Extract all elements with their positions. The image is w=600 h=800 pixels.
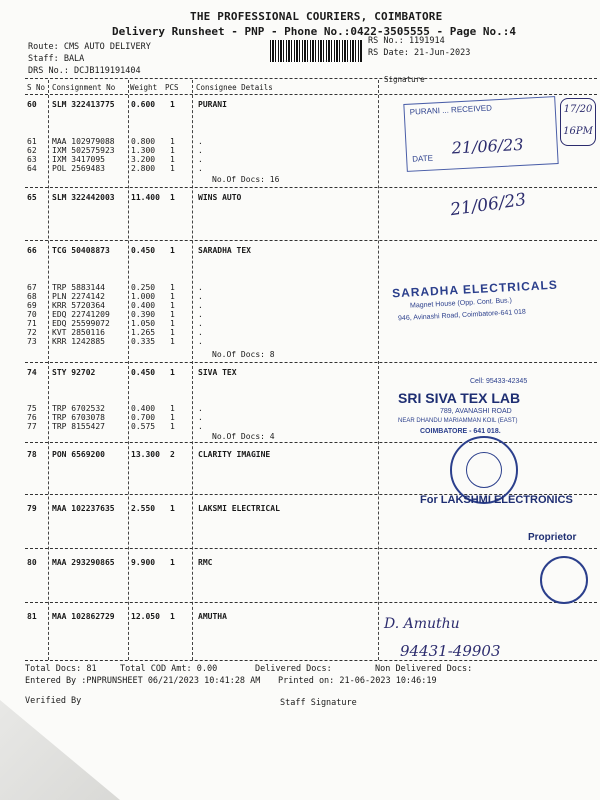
row-sno: 79 (27, 504, 37, 513)
amutha-signature: D. Amuthu (384, 616, 460, 632)
row-consignment: MAA 102979088 (52, 137, 115, 146)
row-sno: 78 (27, 450, 37, 459)
wins-auto-signature: 21/06/23 (448, 189, 528, 221)
siva-stamp-phone: Cell: 95433-42345 (470, 378, 528, 385)
row-weight: 2.550 (131, 504, 156, 513)
route-label: Route: CMS AUTO DELIVERY (28, 42, 151, 52)
row-consignee: . (198, 155, 203, 164)
seal-inner-ring (466, 452, 502, 488)
stamp-date-label: DATE (411, 153, 434, 164)
row-pcs: 1 (170, 155, 175, 164)
row-weight: 0.450 (131, 368, 156, 377)
row-weight: 2.800 (131, 164, 156, 173)
table-top-rule (25, 78, 597, 79)
siva-stamp-address: NEAR DHANDU MARIAMMAN KOIL (EAST) (398, 418, 518, 424)
siva-stamp-address: COIMBATORE - 641 018. (420, 428, 501, 435)
row-sno: 67 (27, 283, 37, 292)
row-pcs: 1 (170, 404, 175, 413)
group-separator (25, 548, 597, 549)
row-sno: 75 (27, 404, 37, 413)
row-consignment: IXM 502575923 (52, 146, 115, 155)
row-weight: 1.050 (131, 319, 156, 328)
row-sno: 73 (27, 337, 37, 346)
row-weight: 0.575 (131, 422, 156, 431)
row-consignment: MAA 102862729 (52, 612, 115, 621)
row-weight: 0.400 (131, 301, 156, 310)
row-consignee: . (198, 413, 203, 422)
group-separator (25, 362, 597, 363)
docs-count-note: No.Of Docs: 8 (212, 350, 275, 359)
purani-received-stamp (403, 96, 558, 172)
docs-count-note: No.Of Docs: 4 (212, 432, 275, 441)
total-docs: Total Docs: 81 (25, 664, 97, 674)
row-consignment: POL 2569483 (52, 164, 105, 173)
row-consignee: . (198, 319, 203, 328)
stamp-text: PURANI ... RECEIVED (409, 103, 493, 117)
row-pcs: 1 (170, 193, 175, 202)
row-consignment: EDQ 22741209 (52, 310, 110, 319)
siva-stamp-name: SRI SIVA TEX LAB (398, 390, 521, 406)
printed-on: Printed on: 21-06-2023 10:46:19 (278, 676, 437, 686)
group-separator (25, 187, 597, 188)
siva-stamp-address: 789, AVANASHI ROAD (440, 408, 512, 415)
row-weight: 0.335 (131, 337, 156, 346)
row-pcs: 1 (170, 137, 175, 146)
row-sno: 60 (27, 100, 37, 109)
row-consignee: LAKSMI ELECTRICAL (198, 504, 280, 513)
entered-by: Entered By :PNPRUNSHEET 06/21/2023 10:41:28 AM (25, 676, 261, 686)
row-pcs: 1 (170, 283, 175, 292)
row-pcs: 1 (170, 310, 175, 319)
row-sno: 68 (27, 292, 37, 301)
row-pcs: 1 (170, 422, 175, 431)
row-pcs: 1 (170, 504, 175, 513)
col-header-signature: Signature (384, 75, 425, 84)
saradha-stamp-address: Magnet House (Opp. Cont. Bus.) (409, 297, 513, 310)
row-pcs: 1 (170, 246, 175, 255)
row-consignment: MAA 293290865 (52, 558, 115, 567)
group-separator (25, 240, 597, 241)
row-sno: 77 (27, 422, 37, 431)
row-consignee: . (198, 310, 203, 319)
row-weight: 0.700 (131, 413, 156, 422)
row-consignment: SLM 322413775 (52, 100, 115, 109)
runsheet-subtitle: Delivery Runsheet - PNP - Phone No.:0422-3505555 - Page No.:4 (112, 25, 516, 38)
row-weight: 0.250 (131, 283, 156, 292)
row-sno: 81 (27, 612, 37, 621)
verified-by: Verified By (25, 696, 82, 706)
row-pcs: 1 (170, 146, 175, 155)
group-separator (25, 442, 597, 443)
row-sno: 72 (27, 328, 37, 337)
row-weight: 1.300 (131, 146, 156, 155)
row-weight: 1.265 (131, 328, 156, 337)
rs-number: RS No.: 1191914 (368, 36, 445, 46)
handwritten-date: 21/06/23 (451, 134, 524, 158)
row-sno: 80 (27, 558, 37, 567)
row-consignment: PON 6569200 (52, 450, 105, 459)
row-consignee: . (198, 404, 203, 413)
row-weight: 12.050 (131, 612, 160, 621)
col-divider-consignment (128, 80, 129, 660)
row-consignee: PURANI (198, 100, 227, 109)
row-pcs: 1 (170, 100, 175, 109)
col-header-consignment: Consignment No (52, 83, 116, 92)
row-weight: 0.800 (131, 137, 156, 146)
docs-count-note: No.Of Docs: 16 (212, 175, 280, 184)
row-consignment: TCG 50408873 (52, 246, 110, 255)
saradha-stamp-address: 946, Avinashi Road, Coimbatore-641 018 (397, 308, 527, 323)
row-consignment: KVT 2850116 (52, 328, 105, 337)
row-consignee: . (198, 146, 203, 155)
drs-number: DRS No.: DCJB119191404 (28, 66, 141, 76)
staff-signature: Staff Signature (280, 698, 357, 708)
company-title: THE PROFESSIONAL COURIERS, COIMBATORE (190, 10, 443, 23)
row-pcs: 1 (170, 301, 175, 310)
row-consignment: KRR 5720364 (52, 301, 105, 310)
col-header-consignee: Consignee Details (196, 83, 273, 92)
row-consignment: MAA 102237635 (52, 504, 115, 513)
row-sno: 64 (27, 164, 37, 173)
delivered-docs: Delivered Docs: (255, 664, 332, 674)
row-consignee: CLARITY IMAGINE (198, 450, 271, 459)
row-weight: 13.300 (131, 450, 160, 459)
row-consignment: SLM 322442003 (52, 193, 115, 202)
row-sno: 61 (27, 137, 37, 146)
row-pcs: 2 (170, 450, 175, 459)
row-consignment: STY 92702 (52, 368, 96, 377)
barcode (270, 40, 362, 62)
row-consignee: . (198, 422, 203, 431)
row-weight: 9.900 (131, 558, 156, 567)
row-pcs: 1 (170, 319, 175, 328)
row-pcs: 1 (170, 368, 175, 377)
row-consignee: . (198, 292, 203, 301)
page-fold (0, 700, 120, 800)
row-consignment: TRP 8155427 (52, 422, 105, 431)
row-consignment: TRP 6703078 (52, 413, 105, 422)
row-consignee: AMUTHA (198, 612, 227, 621)
row-consignee: . (198, 301, 203, 310)
rmc-seal (540, 556, 588, 604)
row-sno: 74 (27, 368, 37, 377)
rs-date: RS Date: 21-Jun-2023 (368, 48, 471, 58)
row-consignment: TRP 5883144 (52, 283, 105, 292)
row-sno: 66 (27, 246, 37, 255)
handwritten-time-box: 17/20 16PM (560, 98, 596, 146)
col-divider-consignee (378, 80, 379, 660)
row-weight: 0.400 (131, 404, 156, 413)
row-sno: 63 (27, 155, 37, 164)
row-sno: 76 (27, 413, 37, 422)
total-cod: Total COD Amt: 0.00 (120, 664, 218, 674)
row-consignee: . (198, 164, 203, 173)
row-pcs: 1 (170, 328, 175, 337)
row-weight: 1.000 (131, 292, 156, 301)
row-sno: 70 (27, 310, 37, 319)
amutha-phone: 94431-49903 (400, 642, 501, 660)
row-weight: 11.400 (131, 193, 160, 202)
row-consignee: SARADHA TEX (198, 246, 251, 255)
saradha-stamp-name: SARADHA ELECTRICALS (391, 277, 559, 301)
proprietor-label: Proprietor (528, 532, 577, 543)
group-separator (25, 602, 597, 603)
staff-label: Staff: BALA (28, 54, 85, 64)
row-pcs: 1 (170, 612, 175, 621)
row-consignment: IXM 3417095 (52, 155, 105, 164)
table-header-rule (25, 94, 597, 95)
row-consignee: WINS AUTO (198, 193, 242, 202)
row-consignment: EDQ 25599072 (52, 319, 110, 328)
row-sno: 69 (27, 301, 37, 310)
col-header-weight: Weight (130, 83, 158, 92)
row-sno: 62 (27, 146, 37, 155)
row-consignment: PLN 2274142 (52, 292, 105, 301)
row-consignee: . (198, 337, 203, 346)
row-consignment: KRR 1242885 (52, 337, 105, 346)
col-header-pcs: PCS (165, 83, 179, 92)
row-weight: 3.200 (131, 155, 156, 164)
row-consignment: TRP 6702532 (52, 404, 105, 413)
row-sno: 65 (27, 193, 37, 202)
row-weight: 0.450 (131, 246, 156, 255)
row-weight: 0.390 (131, 310, 156, 319)
table-bottom-rule (25, 660, 597, 661)
non-delivered-docs: Non Delivered Docs: (375, 664, 473, 674)
row-weight: 0.600 (131, 100, 156, 109)
col-divider-sno (48, 80, 49, 660)
row-consignee: . (198, 328, 203, 337)
row-sno: 71 (27, 319, 37, 328)
row-consignee: . (198, 137, 203, 146)
row-consignee: RMC (198, 558, 213, 567)
col-header-sno: S No (27, 83, 46, 92)
col-divider-weight (192, 80, 193, 660)
row-consignee: SIVA TEX (198, 368, 237, 377)
row-consignee: . (198, 283, 203, 292)
row-pcs: 1 (170, 558, 175, 567)
row-pcs: 1 (170, 413, 175, 422)
row-pcs: 1 (170, 337, 175, 346)
row-pcs: 1 (170, 164, 175, 173)
lakshmi-stamp: For LAKSHMI ELECTRONICS (420, 494, 573, 506)
row-pcs: 1 (170, 292, 175, 301)
